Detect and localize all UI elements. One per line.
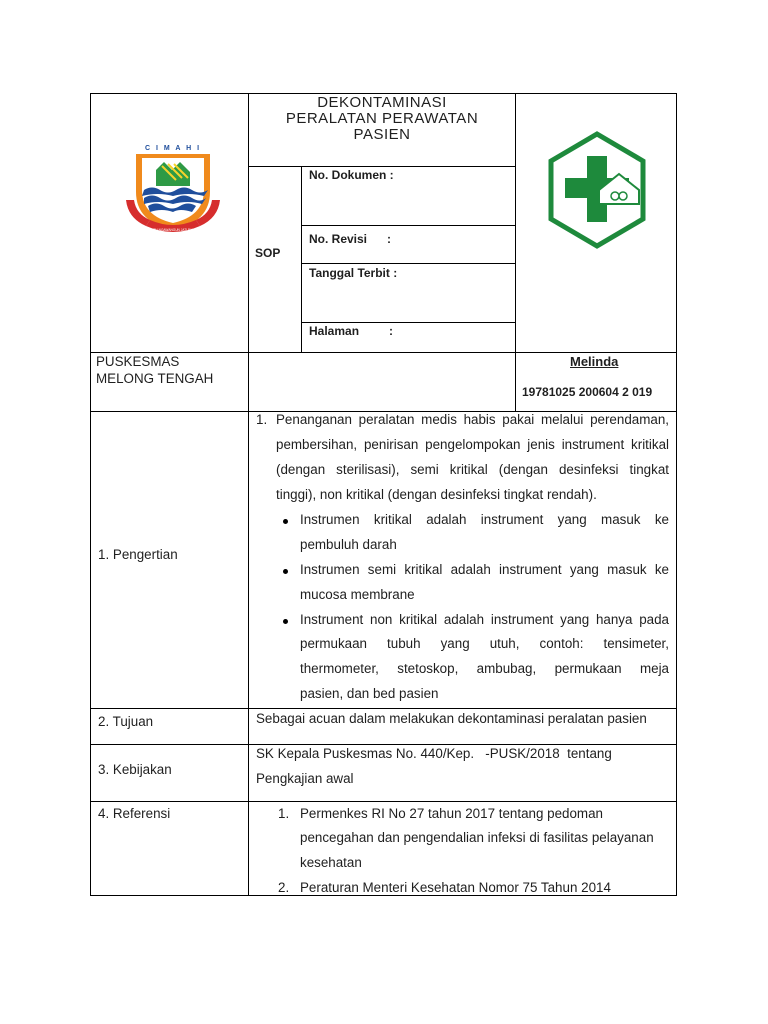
bullet-icon [283,619,288,624]
bullet-line: Instrument non kritikal adalah instrument yang hanya pada [300,612,669,627]
tanggal-terbit-label: Tanggal Terbit : [309,266,398,280]
bullet-line: thermometer, stetoskop, ambubag, permukaan meja [300,661,669,676]
referensi-line: Permenkes RI No 27 tahun 2017 tentang pedoman [300,806,603,821]
organization-name: PUSKESMAS MELONG TENGAH [96,354,214,386]
section-label-referensi: 4. Referensi [98,806,171,821]
bullet-line: pembuluh darah [300,537,397,552]
bullet-icon [283,519,288,524]
referensi-marker: 1. [278,806,290,821]
pengertian-line: (dengan sterilisasi), semi kritikal (dengan desinfeksi tingkat [276,462,669,477]
referensi-line: Peraturan Menteri Kesehatan Nomor 75 Tahun 2014 [300,880,611,895]
bullet-line: Instrumen semi kritikal adalah instrument yang masuk ke [300,562,669,577]
bullet-line: Instrumen kritikal adalah instrument yang masuk ke [300,512,669,527]
pengertian-marker: 1. [256,412,268,427]
pengertian-line: Penanganan peralatan medis habis pakai melalui perendaman, [276,412,669,427]
cimahi-logo [118,140,228,235]
bullet-line: pasien, dan bed pasien [300,686,439,701]
signer-name: Melinda [570,354,619,369]
sop-label: SOP [255,246,281,260]
cimahi-logo-motto: BALUTU NGAWANGUN JATI PAKUAN [145,228,201,232]
referensi-line: pencegahan dan pengendalian infeksi di fasilitas pelayanan [300,830,654,845]
cimahi-logo-text: C I M A H I [144,145,202,152]
kebijakan-line: Pengkajian awal [256,771,354,786]
pengertian-line: pembersihan, penirisan pengelompokan jenis instrument kritikal [276,437,669,452]
page-title: DEKONTAMINASI PERALATAN PERAWATAN PASIEN [285,94,479,143]
bullet-icon [283,569,288,574]
section-label-pengertian: 1. Pengertian [98,547,178,562]
referensi-marker: 2. [278,880,290,895]
section-label-tujuan: 2. Tujuan [98,714,154,729]
no-revisi-label: No. Revisi : [309,232,392,246]
referensi-line: kesehatan [300,855,362,870]
no-dokumen-label: No. Dokumen : [309,168,394,182]
tujuan-text: Sebagai acuan dalam melakukan dekontaminasi peralatan pasien [256,711,647,726]
kebijakan-line: SK Kepala Puskesmas No. 440/Kep. -PUSK/2018 tentang [256,746,612,761]
bullet-line: mucosa membrane [300,587,415,602]
section-label-kebijakan: 3. Kebijakan [98,762,172,777]
pengertian-line: tinggi), non kritikal (dengan desinfeksi tingkat rendah). [276,487,597,502]
health-cross-logo [547,130,647,250]
bullet-line: permukaan tubuh yang utuh, contoh: tensimeter, [300,636,669,651]
signer-nip: 19781025 200604 2 019 [522,385,653,399]
halaman-label: Halaman : [309,324,394,338]
